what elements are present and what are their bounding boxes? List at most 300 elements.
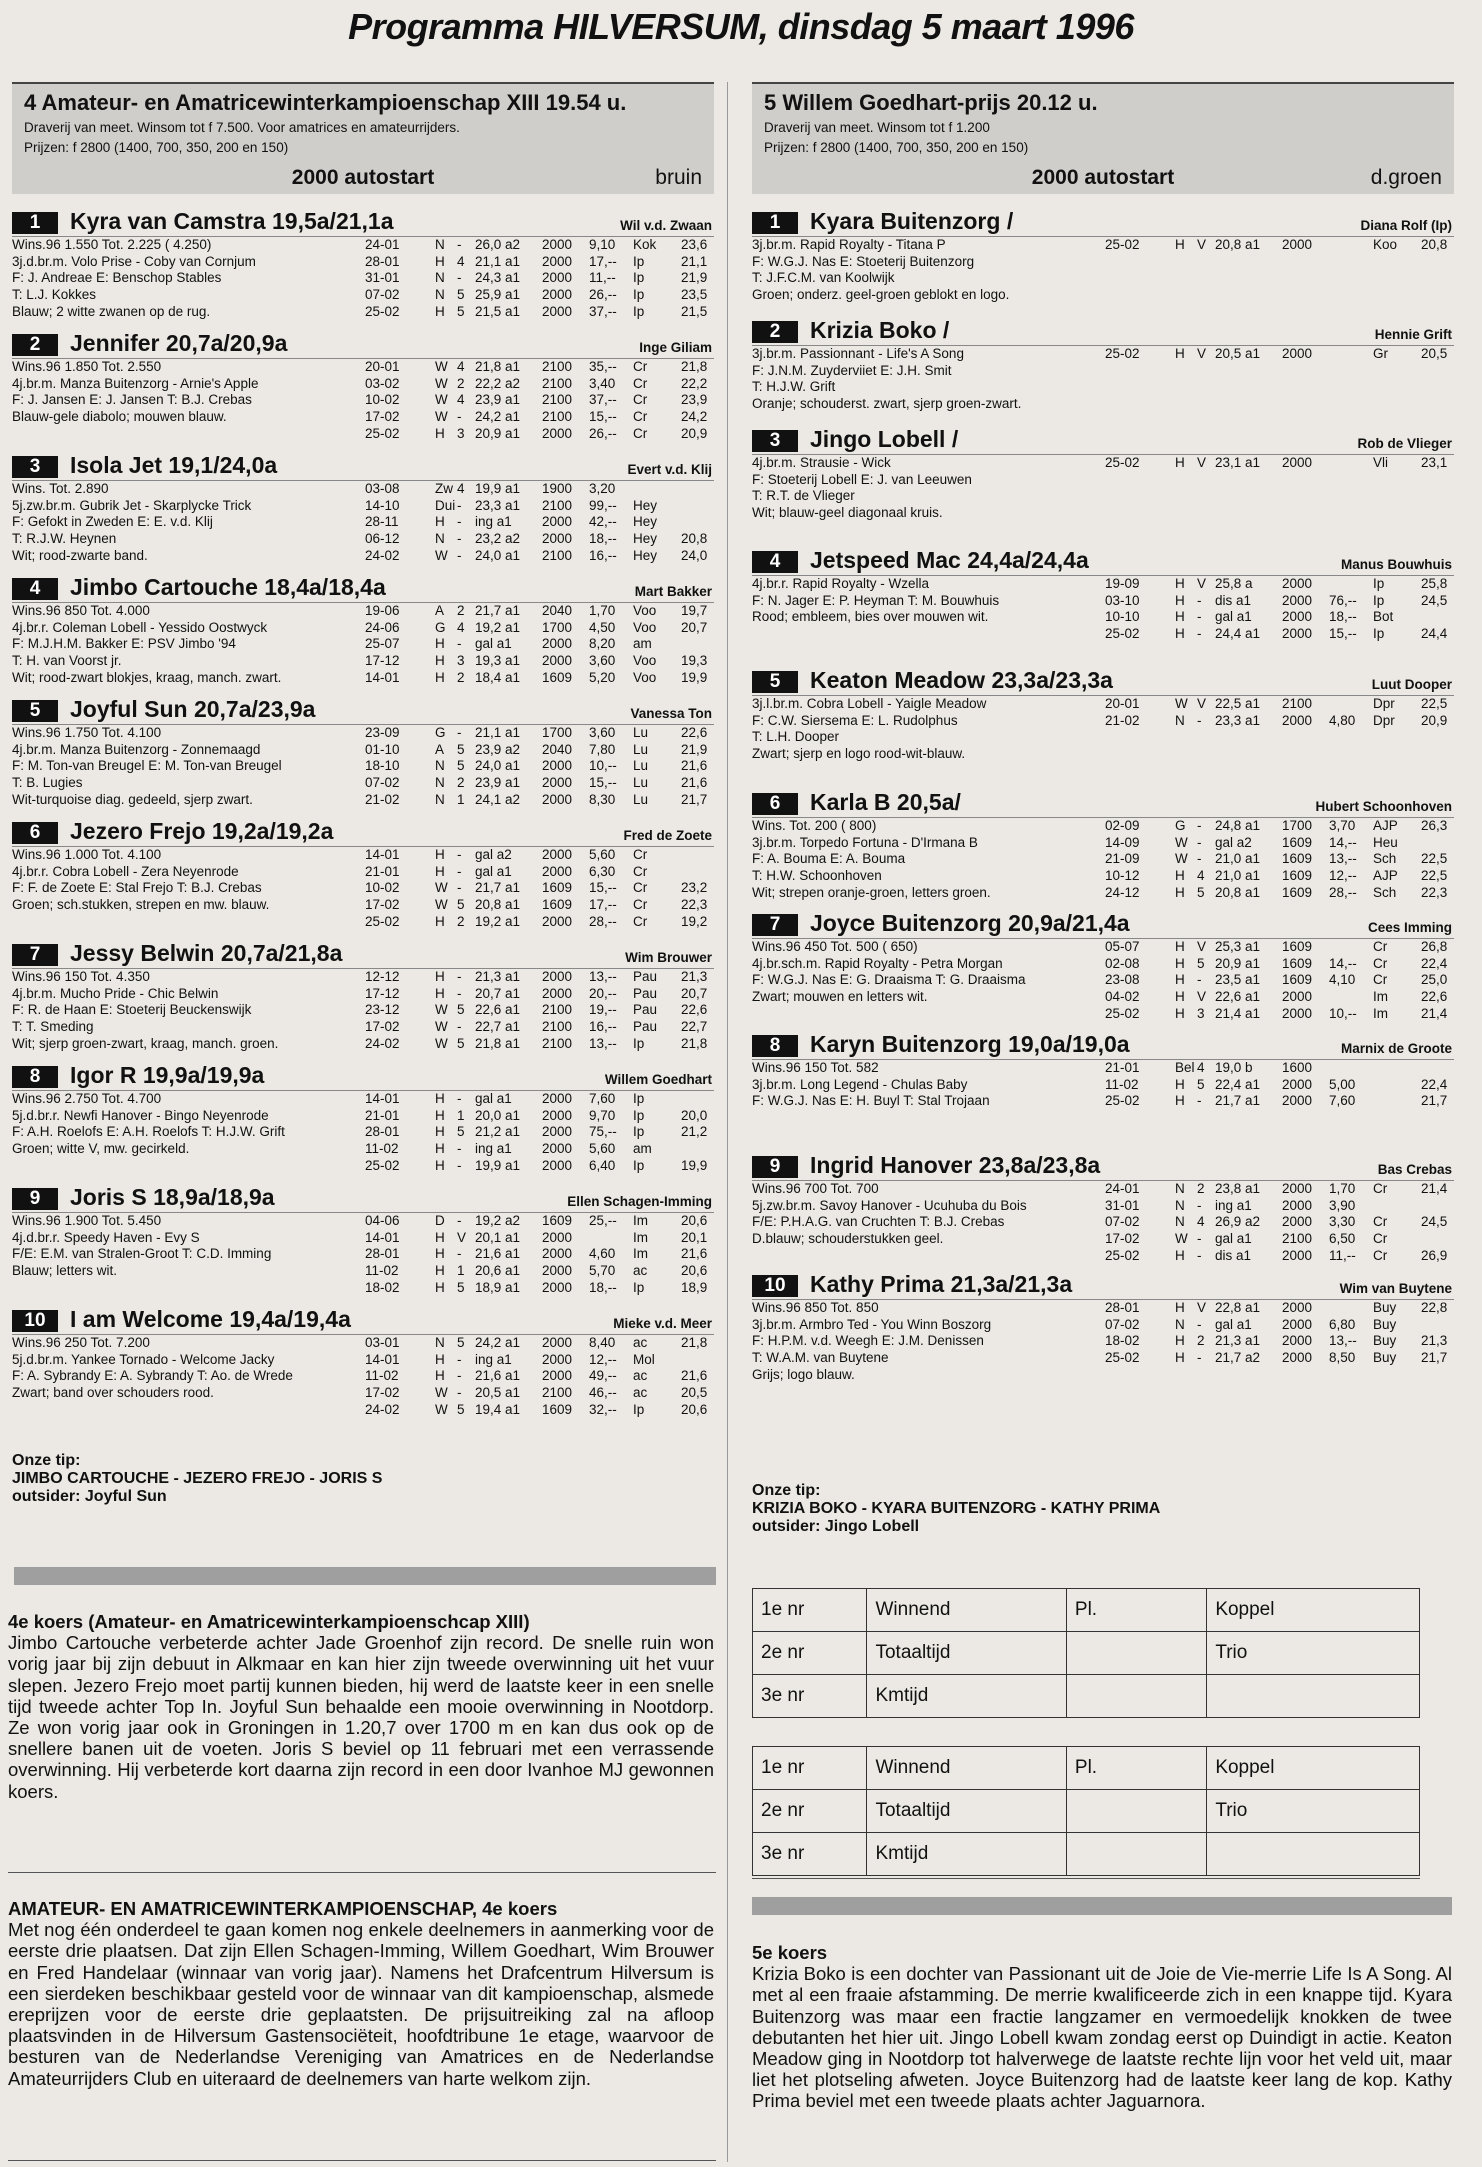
run-place: 2 — [457, 775, 465, 791]
run-date: 12-12 — [365, 969, 400, 984]
run-driver: Lu — [633, 725, 649, 740]
run-place: 4 — [457, 619, 465, 635]
tip-label: Onze tip: — [752, 1482, 821, 1499]
run-track: H — [1175, 972, 1185, 988]
run-place: - — [457, 880, 462, 896]
run-record: 26,8 — [1421, 939, 1448, 954]
run-track: W — [435, 1035, 448, 1051]
run-time: 21,1 a1 — [475, 253, 521, 269]
horse-header — [752, 791, 1454, 818]
horse-header — [752, 549, 1454, 576]
horse-driver: Bas Crebas — [1377, 1162, 1452, 1177]
run-record: 20,8 — [1421, 237, 1448, 252]
run-record: 21,7 — [681, 791, 708, 807]
run-driver: Ip — [1373, 592, 1385, 608]
run-distance: 2000 — [1282, 1181, 1313, 1196]
horse-number: 1 — [752, 212, 798, 234]
run-track: H — [435, 1124, 445, 1140]
run-driver: Lu — [633, 758, 649, 774]
run-odds: 16,-- — [589, 1019, 617, 1035]
info-line: Grijs; logo blauw. — [752, 1366, 855, 1382]
run-track: H — [1175, 1076, 1185, 1092]
run-time: 24,3 a1 — [475, 270, 521, 286]
form-cell — [1207, 1833, 1420, 1876]
run-place: 5 — [457, 1124, 465, 1140]
run-time: 24,8 a1 — [1215, 818, 1261, 833]
form-cell: 1e nr — [753, 1589, 867, 1632]
run-distance: 2000 — [1282, 1333, 1313, 1349]
run-odds: 4,10 — [1329, 972, 1356, 988]
run-place: - — [457, 270, 462, 286]
run-time: 19,2 a1 — [475, 619, 521, 635]
run-distance: 2000 — [542, 1368, 573, 1384]
run-distance: 2100 — [542, 547, 573, 563]
run-distance: 2100 — [542, 497, 573, 513]
run-date: 10-10 — [1105, 609, 1140, 625]
horse-number: 5 — [752, 671, 798, 693]
horse-number: 8 — [12, 1066, 58, 1088]
run-record: 20,5 — [681, 1385, 708, 1401]
info-line: F: W.G.J. Nas E: Stoeterij Buitenzorg — [752, 253, 975, 269]
run-date: 14-01 — [365, 1091, 400, 1106]
run-place: - — [1197, 972, 1202, 988]
run-place: V — [1197, 696, 1207, 711]
run-record: 20,9 — [681, 425, 708, 441]
run-record: 21,9 — [681, 741, 708, 757]
run-driver: ac — [633, 1335, 648, 1350]
run-place: 3 — [457, 425, 465, 441]
run-track: D — [435, 1213, 445, 1228]
run-time: 25,9 a1 — [475, 287, 521, 303]
info-line: Wins.96 1.750 Tot. 4.100 — [12, 725, 162, 740]
run-record: 21,4 — [1421, 1005, 1448, 1021]
run-driver: Buy — [1373, 1316, 1397, 1332]
run-date: 01-10 — [365, 741, 400, 757]
horse-details — [12, 1091, 714, 1173]
run-date: 21-01 — [1105, 1060, 1140, 1075]
run-driver: Im — [633, 1213, 648, 1228]
run-date: 17-02 — [1105, 1231, 1140, 1247]
run-distance: 2000 — [542, 775, 573, 791]
info-line: 4j.br.r. Coleman Lobell - Yessido Oostwyck — [12, 619, 268, 635]
horse-info — [752, 237, 1102, 304]
race-color: d.groen — [1370, 166, 1442, 189]
run-odds: 18,-- — [1329, 609, 1357, 625]
info-line: Wins.96 150 Tot. 582 — [752, 1060, 879, 1075]
run-track: W — [435, 1385, 448, 1401]
horse-details — [752, 455, 1454, 522]
run-date: 28-01 — [365, 253, 400, 269]
run-date: 07-02 — [1105, 1316, 1140, 1332]
run-odds: 13,-- — [1329, 1333, 1357, 1349]
horse-driver: Hennie Grift — [1374, 327, 1452, 342]
horse-name: Jingo Lobell / — [810, 426, 959, 452]
horse-driver: Mart Bakker — [634, 584, 712, 599]
info-line: 4j.br.r. Rapid Royalty - Wzella — [752, 576, 930, 591]
horse-info — [752, 696, 1102, 763]
horse-header — [752, 1033, 1454, 1060]
divider — [752, 1878, 1420, 1879]
horse-name: Krizia Boko / — [810, 317, 950, 343]
run-date: 28-01 — [365, 1124, 400, 1140]
info-line: T: H.W. Schoonhoven — [752, 868, 882, 884]
horse-driver: Manus Bouwhuis — [1341, 557, 1452, 572]
run-driver: Hey — [633, 531, 658, 547]
run-place: 5 — [457, 1401, 465, 1417]
horse-entry — [752, 1033, 1454, 1150]
run-date: 21-01 — [365, 863, 400, 879]
run-time: dis a1 — [1215, 592, 1252, 608]
info-line: Rood; embleem, bies over mouwen wit. — [752, 609, 989, 625]
run-distance: 2100 — [542, 375, 573, 391]
run-distance: 2000 — [542, 1091, 573, 1106]
run-distance: 2000 — [1282, 1350, 1313, 1366]
run-record: 22,6 — [681, 725, 708, 740]
info-line: Blauw-gele diabolo; mouwen blauw. — [12, 409, 227, 425]
run-record: 20,8 — [681, 531, 708, 547]
run-track: H — [435, 514, 445, 530]
horse-driver: Mieke v.d. Meer — [613, 1316, 712, 1331]
run-distance: 2100 — [1282, 1231, 1313, 1247]
run-time: 23,8 a1 — [1215, 1181, 1261, 1196]
info-line: 3j.l.br.m. Cobra Lobell - Yaigle Meadow — [752, 696, 987, 711]
run-date: 25-02 — [1105, 1350, 1140, 1366]
horse-header — [12, 332, 714, 359]
horse-number: 1 — [12, 212, 58, 234]
run-time: ing a1 — [475, 1141, 512, 1157]
run-driver: Dpr — [1373, 712, 1395, 728]
run-date: 10-02 — [365, 392, 400, 408]
run-driver: Cr — [633, 863, 648, 879]
run-track: W — [435, 409, 448, 425]
horse-name: Keaton Meadow 23,3a/23,3a — [810, 667, 1113, 693]
horse-details — [752, 576, 1454, 642]
run-time: 21,4 a1 — [1215, 1005, 1261, 1021]
horse-driver: Hubert Schoonhoven — [1315, 799, 1452, 814]
run-distance: 1609 — [1282, 972, 1313, 988]
run-odds: 20,-- — [589, 985, 617, 1001]
run-track: H — [435, 1107, 445, 1123]
horse-number: 7 — [12, 944, 58, 966]
run-time: 22,6 a1 — [475, 1002, 521, 1018]
run-date: 14-01 — [365, 1229, 400, 1245]
run-record: 21,7 — [1421, 1350, 1448, 1366]
run-track: H — [435, 1246, 445, 1262]
info-line: T: L.H. Dooper — [752, 729, 840, 745]
form-row — [753, 1833, 1420, 1876]
run-distance: 2000 — [1282, 237, 1313, 252]
horse-number: 6 — [752, 793, 798, 815]
run-date: 21-01 — [365, 1107, 400, 1123]
run-track: H — [435, 636, 445, 652]
run-place: V — [1197, 237, 1207, 252]
info-line: F: W.G.J. Nas E: H. Buyl T: Stal Trojaan — [752, 1093, 990, 1109]
run-place: V — [1197, 455, 1207, 470]
run-record: 23,6 — [681, 237, 708, 252]
run-time: 24,2 a1 — [475, 409, 521, 425]
run-place: - — [457, 547, 462, 563]
run-place: - — [457, 514, 462, 530]
horse-number: 5 — [12, 700, 58, 722]
run-date: 03-08 — [365, 481, 400, 496]
info-line: F: J.N.M. Zuyderviiet E: J.H. Smit — [752, 362, 952, 378]
run-record: 25,0 — [1421, 972, 1448, 988]
run-driver: Ip — [633, 1401, 645, 1417]
run-place: - — [457, 531, 462, 547]
run-record: 21,9 — [681, 270, 708, 286]
run-odds: 18,-- — [589, 531, 617, 547]
run-odds: 37,-- — [589, 392, 617, 408]
run-driver: Bot — [1373, 609, 1394, 625]
run-odds: 35,-- — [589, 359, 617, 374]
run-date: 02-08 — [1105, 955, 1140, 971]
race-4-column — [12, 82, 714, 1506]
info-line: 4j.br.r. Cobra Lobell - Zera Neyenrode — [12, 863, 239, 879]
info-line: F: J. Jansen E: J. Jansen T: B.J. Crebas — [12, 392, 252, 408]
run-driver: Cr — [1373, 1247, 1388, 1263]
info-line: T: H.J.W. Grift — [752, 379, 836, 395]
form-cell — [1066, 1833, 1206, 1876]
article-race-5 — [752, 1942, 1452, 2112]
horse-name: Isola Jet 19,1/24,0a — [70, 452, 278, 478]
run-odds: 15,-- — [589, 775, 617, 791]
run-record: 20,6 — [681, 1213, 708, 1228]
run-time: 24,1 a2 — [475, 791, 521, 807]
run-track: H — [1175, 868, 1185, 884]
run-odds: 7,60 — [1329, 1093, 1356, 1109]
run-place: 5 — [457, 1002, 465, 1018]
run-distance: 2000 — [1282, 1214, 1313, 1230]
info-line: F: N. Jager E: P. Heyman T: M. Bouwhuis — [752, 592, 1000, 608]
run-odds: 7,80 — [589, 741, 616, 757]
run-odds: 17,-- — [589, 897, 617, 913]
info-line: F: H.P.M. v.d. Weegh E: J.M. Denissen — [752, 1333, 984, 1349]
run-odds: 8,30 — [589, 791, 616, 807]
horse-details — [752, 696, 1454, 763]
run-track: N — [1175, 1214, 1185, 1230]
horse-list — [12, 210, 714, 1426]
run-distance: 2000 — [542, 531, 573, 547]
run-place: 2 — [457, 603, 465, 618]
info-line: Oranje; schouderst. zwart, sjerp groen-zwart. — [752, 396, 1022, 412]
info-line: Zwart; band over schouders rood. — [12, 1385, 214, 1401]
run-track: H — [435, 303, 445, 319]
horse-name: Karla B 20,5a/ — [810, 789, 961, 815]
run-driver: Voo — [633, 669, 657, 685]
run-track: H — [435, 253, 445, 269]
run-record: 26,3 — [1421, 818, 1448, 833]
run-place: - — [457, 1385, 462, 1401]
form-cell: Koppel — [1207, 1747, 1420, 1790]
info-line: 3j.br.m. Long Legend - Chulas Baby — [752, 1076, 968, 1092]
run-time: 20,8 a1 — [475, 897, 521, 913]
run-track: G — [435, 619, 446, 635]
run-date: 18-02 — [365, 1279, 400, 1295]
horse-name: Jennifer 20,7a/20,9a — [70, 330, 288, 356]
bet-form — [752, 1746, 1420, 1876]
run-driver: ac — [633, 1385, 648, 1401]
run-date: 04-06 — [365, 1213, 400, 1228]
run-odds: 12,-- — [589, 1351, 617, 1367]
run-time: 23,5 a1 — [1215, 972, 1261, 988]
run-odds: 13,-- — [589, 1035, 617, 1051]
horse-number: 2 — [752, 321, 798, 343]
info-line: Wins.96 450 Tot. 500 ( 650) — [752, 939, 918, 954]
info-line: Wit; strepen oranje-groen, letters groen. — [752, 884, 991, 900]
tip-block — [12, 1452, 714, 1506]
run-record: 21,8 — [681, 359, 708, 374]
info-line: Wins. Tot. 200 ( 800) — [752, 818, 877, 833]
run-driver: Heu — [1373, 834, 1398, 850]
horse-header — [12, 454, 714, 481]
run-odds: 15,-- — [589, 880, 617, 896]
run-date: 14-10 — [365, 497, 400, 513]
horse-entry — [12, 454, 714, 572]
run-time: ing a1 — [1215, 1197, 1252, 1213]
form-row — [753, 1632, 1420, 1675]
horse-info — [12, 1091, 362, 1158]
run-distance: 2000 — [1282, 1300, 1313, 1315]
run-date: 14-01 — [365, 847, 400, 862]
run-odds: 4,60 — [589, 1246, 616, 1262]
horse-number: 4 — [752, 551, 798, 573]
run-record: 23,1 — [1421, 455, 1448, 470]
run-driver: Ip — [633, 1124, 645, 1140]
horse-driver: Ellen Schagen-Imming — [567, 1194, 712, 1209]
horse-name: Ingrid Hanover 23,8a/23,8a — [810, 1152, 1101, 1178]
run-place: 1 — [457, 1107, 465, 1123]
run-place: 4 — [1197, 868, 1205, 884]
run-place: - — [1197, 1247, 1202, 1263]
horse-entry — [12, 1064, 714, 1182]
run-distance: 2100 — [1282, 696, 1313, 711]
run-date: 25-02 — [1105, 1005, 1140, 1021]
run-date: 25-02 — [365, 913, 400, 929]
run-place: 5 — [457, 897, 465, 913]
run-distance: 2000 — [1282, 455, 1313, 470]
info-line: 4j.d.br.r. Speedy Haven - Evy S — [12, 1229, 200, 1245]
run-odds: 4,80 — [1329, 712, 1356, 728]
run-record: 21,3 — [681, 969, 708, 984]
info-line: F: R. de Haan E: Stoeterij Beuckenswijk — [12, 1002, 252, 1018]
run-driver: Voo — [633, 653, 657, 669]
article-body: Met nog één onderdeel te gaan komen nog enkele deelnemers in aanmerking voor de eerste drie plaatsen. Dat zijn Ellen Schagen-Imming, Willem Goedhart, Wim Brouwer en Fred Handelaar (winnaar van vorig jaar). Namens het Drafcentrum Hilversum is een sierdeken beschikbaar gesteld voor de winnaar van dit kampioenschap, alsmede ereprijzen voor de eerste drie geplaatsten. De prijsuitreiking zal na afloop plaatsvinden in de Hilversum Gastensociëteit, hoofdtribune 1e etage, waarvoor de besturen van de Nederlandse Vereniging van Amatrices en de Nederlandse Amateurrijders Club en uiteraard de deelnemers van harte welkom zijn. — [8, 1919, 714, 2089]
run-place: - — [1197, 626, 1202, 642]
horse-info — [12, 847, 362, 914]
run-time: gal a1 — [1215, 1231, 1252, 1247]
info-line: Groen; onderz. geel-groen geblokt en logo. — [752, 287, 1010, 303]
run-place: 2 — [1197, 1333, 1205, 1349]
horse-details — [752, 1300, 1454, 1384]
info-line: Wit; sjerp groen-zwart, kraag, manch. groen. — [12, 1035, 279, 1051]
run-track: H — [435, 1091, 445, 1106]
run-time: 21,8 a1 — [475, 359, 521, 374]
run-time: gal a1 — [475, 1091, 512, 1106]
tip-picks: KRIZIA BOKO - KYARA BUITENZORG - KATHY PRIMA — [752, 1500, 1161, 1517]
run-place: V — [1197, 346, 1207, 361]
run-odds: 13,-- — [1329, 851, 1357, 867]
run-place: 5 — [1197, 1076, 1205, 1092]
horse-info — [752, 939, 1102, 1006]
run-track: H — [1175, 346, 1185, 361]
info-line: F: A.H. Roelofs E: A.H. Roelofs T: H.J.W. Grift — [12, 1124, 285, 1140]
info-line: 3j.br.m. Passionnant - Life's A Song — [752, 346, 964, 361]
info-line: F: M. Ton-van Breugel E: M. Ton-van Breugel — [12, 758, 282, 774]
run-date: 11-02 — [1105, 1076, 1139, 1092]
run-date: 24-01 — [365, 237, 400, 252]
run-record: 23,2 — [681, 880, 708, 896]
info-line: Wins.96 150 Tot. 4.350 — [12, 969, 150, 984]
info-line: T: R.T. de Vlieger — [752, 488, 855, 504]
run-record: 21,2 — [681, 1124, 708, 1140]
run-driver: Pau — [633, 969, 658, 984]
run-track: H — [435, 1279, 445, 1295]
horse-number: 6 — [12, 822, 58, 844]
form-cell — [1066, 1675, 1206, 1718]
run-odds: 26,-- — [589, 287, 617, 303]
horse-info — [752, 818, 1102, 902]
run-odds: 8,20 — [589, 636, 616, 652]
run-track: W — [435, 880, 448, 896]
run-time: 22,7 a1 — [475, 1019, 521, 1035]
run-driver: Ip — [633, 1279, 645, 1295]
run-time: 21,8 a1 — [475, 1035, 521, 1051]
horse-entry — [752, 669, 1454, 787]
run-date: 25-02 — [1105, 626, 1140, 642]
run-distance: 2000 — [542, 514, 573, 530]
run-odds: 11,-- — [1329, 1247, 1356, 1263]
horse-info — [752, 1181, 1102, 1248]
run-track: W — [435, 359, 448, 374]
info-line: Wit; rood-zwart blokjes, kraag, manch. zwart. — [12, 669, 282, 685]
horse-details — [12, 847, 714, 929]
run-odds: 3,60 — [589, 725, 616, 740]
run-driver: Hey — [633, 497, 658, 513]
run-driver: Koo — [1373, 237, 1398, 252]
run-record: 22,3 — [1421, 884, 1448, 900]
run-record: 18,9 — [681, 1279, 708, 1295]
run-track: W — [435, 1019, 448, 1035]
run-driver: Cr — [1373, 1231, 1388, 1247]
run-driver: Cr — [633, 409, 648, 425]
run-time: 22,6 a1 — [1215, 989, 1261, 1005]
run-record: 21,6 — [681, 758, 708, 774]
run-distance: 2000 — [542, 913, 573, 929]
run-driver: Cr — [633, 897, 648, 913]
article-heading: 4e koers (Amateur- en Amatricewinterkampioenschcap XIII) — [8, 1611, 530, 1632]
info-line: Zwart; sjerp en logo rood-wit-blauw. — [752, 746, 966, 762]
horse-number: 7 — [752, 914, 798, 936]
run-record: 21,6 — [681, 1246, 708, 1262]
run-driver: Voo — [633, 603, 657, 618]
run-odds: 9,70 — [589, 1107, 616, 1123]
run-driver: Gr — [1373, 346, 1388, 361]
run-distance: 2040 — [542, 741, 573, 757]
run-time: 21,6 a1 — [475, 1246, 521, 1262]
horse-driver: Fred de Zoete — [623, 828, 712, 843]
horse-name: Jessy Belwin 20,7a/21,8a — [70, 940, 343, 966]
run-track: H — [1175, 237, 1185, 252]
run-record: 24,2 — [681, 409, 708, 425]
run-date: 03-02 — [365, 375, 400, 391]
race-start-type: 2000 autostart — [1031, 166, 1175, 189]
info-line: Zwart; mouwen en letters wit. — [752, 989, 928, 1005]
run-driver: Dpr — [1373, 696, 1395, 711]
run-place: - — [1197, 834, 1202, 850]
horse-details — [752, 237, 1454, 304]
run-time: 20,5 a1 — [1215, 346, 1261, 361]
run-place: - — [1197, 1231, 1202, 1247]
